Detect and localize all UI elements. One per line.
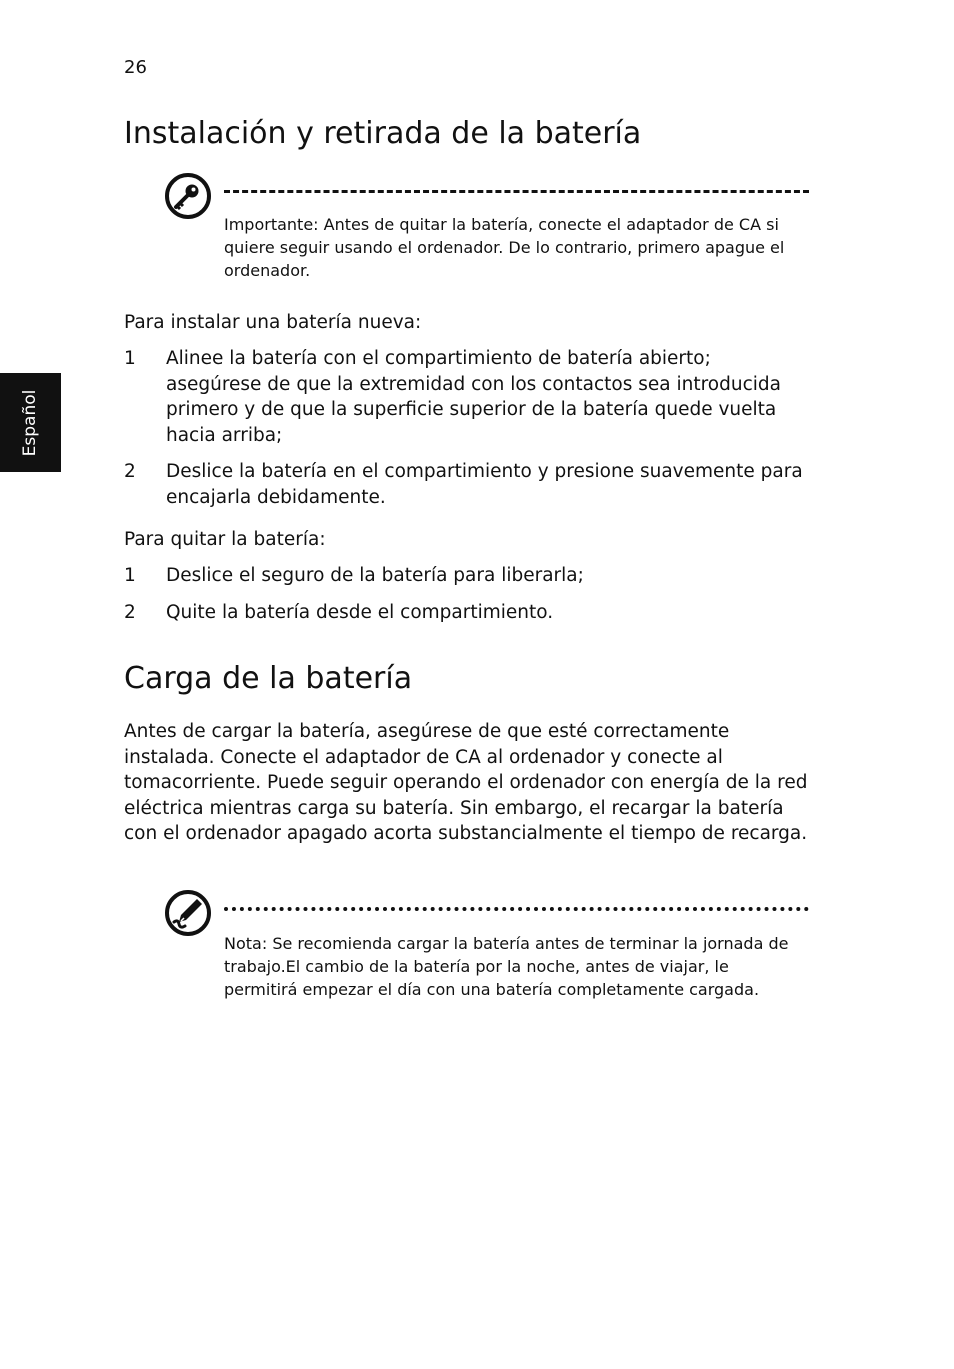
note-text: Se recomienda cargar la batería antes de terminar la jornada de trabajo.El cambio de la batería por la noche, antes de viajar, le permitirá empezar el día con una batería completamente cargada. xyxy=(224,934,789,999)
important-callout xyxy=(224,213,799,282)
list-number: 1 xyxy=(124,348,136,369)
list-text: Deslice el seguro de la batería para liberarla; xyxy=(166,565,584,586)
important-divider xyxy=(224,190,809,193)
charge-paragraph: Antes de cargar la batería, asegúrese de que esté correctamente instalada. Conecte el adaptador de CA al ordenador y conecte al tomacorriente. Puede seguir operando el ordenador con energía de la red eléctrica mientras carga su batería. Sin embargo, el recargar la batería con el ordenador apagado acorta substancialmente el tiempo de recarga. xyxy=(124,721,808,844)
important-label: Importante: xyxy=(224,215,319,234)
list-number: 1 xyxy=(124,565,136,586)
side-language-tab-label: Español xyxy=(20,389,40,457)
key-icon xyxy=(164,172,212,220)
note-divider xyxy=(224,907,809,911)
pen-note-icon xyxy=(164,889,212,937)
section-title-battery-install: Instalación y retirada de la batería xyxy=(124,116,642,151)
list-number: 2 xyxy=(124,602,136,623)
list-number: 2 xyxy=(124,461,136,482)
side-language-tab xyxy=(0,373,61,472)
list-text: Deslice la batería en el compartimiento y presione suavemente para encajarla debidamente. xyxy=(166,461,803,508)
page-number: 26 xyxy=(124,57,147,78)
install-intro: Para instalar una batería nueva: xyxy=(124,312,422,333)
remove-intro: Para quitar la batería: xyxy=(124,529,326,550)
important-text: Antes de quitar la batería, conecte el adaptador de CA si quiere seguir usando el ordenador. De lo contrario, primero apague el ordenador. xyxy=(224,215,785,280)
note-callout xyxy=(224,932,799,1001)
note-label: Nota: xyxy=(224,934,268,953)
list-text: Alinee la batería con el compartimiento de batería abierto; asegúrese de que la extremidad con los contactos sea introducida primero y de que la superficie superior de la batería quede vuelta hacia arriba; xyxy=(166,348,781,446)
list-text: Quite la batería desde el compartimiento. xyxy=(166,602,554,623)
section-title-battery-charge: Carga de la batería xyxy=(124,661,413,696)
